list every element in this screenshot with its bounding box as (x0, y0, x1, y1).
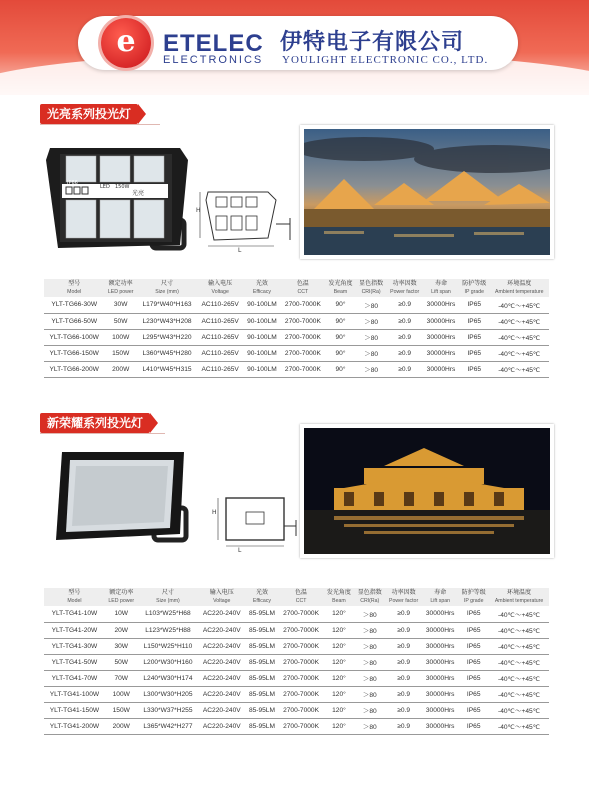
column-header-cn: 发光角度 (326, 589, 351, 596)
table-cell: 90° (325, 329, 356, 345)
table-cell: AC220-240V (198, 638, 245, 654)
watt-label: 150W (115, 184, 130, 190)
column-header-cn: 输入电压 (208, 280, 233, 287)
application-photo-2 (300, 424, 554, 558)
table-cell: 30000Hrs (423, 345, 459, 361)
table-cell: -40℃～+45℃ (490, 361, 549, 377)
table-cell: L300*W30*H205 (138, 686, 199, 702)
table-cell: 85-95LM (245, 654, 278, 670)
column-header-en: Beam (333, 289, 348, 295)
table-cell: 90° (325, 313, 356, 329)
table-cell: IP65 (458, 654, 489, 670)
column-header-en: Size (mm) (155, 289, 179, 295)
table-cell: AC220-240V (198, 654, 245, 670)
table-cell: IP65 (459, 329, 490, 345)
table-cell: 2700-7000K (279, 654, 324, 670)
floodlight-product-1 (40, 140, 190, 252)
column-header-cn: 输入电压 (209, 589, 234, 596)
column-header-cn: 防护等级 (462, 280, 487, 287)
table-cell: IP65 (459, 297, 490, 313)
table-cell: 200W (105, 718, 138, 734)
table-cell: 150W (104, 345, 137, 361)
column-header-en: Power factor (390, 289, 420, 295)
table-cell: IP65 (458, 686, 489, 702)
table-header-row (44, 588, 549, 606)
table-cell: 50W (104, 313, 137, 329)
table-cell: ≥0.9 (386, 297, 423, 313)
column-header-en: CCT (295, 598, 307, 604)
section2-underline (40, 433, 165, 434)
table-cell: ≥0.9 (385, 606, 422, 622)
column-header-cn: 环境温度 (507, 280, 532, 287)
column-header (422, 588, 458, 606)
table-cell: ＞80 (356, 345, 387, 361)
table-cell: 30000Hrs (422, 638, 458, 654)
table-cell: 30W (105, 638, 138, 654)
column-header-cn: 环境温度 (507, 589, 532, 596)
table-cell: -40℃～+45℃ (489, 654, 549, 670)
table-cell: 100W (105, 686, 138, 702)
column-header (459, 279, 490, 297)
brand-logo (101, 18, 151, 68)
brand-label: 光亮 (132, 190, 145, 197)
table-row (44, 329, 549, 345)
table-row (44, 297, 549, 313)
table-cell: 120° (324, 606, 355, 622)
table-cell: 85-95LM (245, 638, 278, 654)
brand-name-cn: 伊特电子有限公司 (280, 30, 465, 55)
table-cell: -40℃～+45℃ (489, 670, 549, 686)
column-header (489, 588, 549, 606)
column-header-en: Size (mm) (156, 598, 180, 604)
table-cell: 85-95LM (245, 702, 278, 718)
column-header-en: CRI(Ra) (361, 289, 381, 295)
column-header-en: LED power (107, 289, 134, 295)
column-header-cn: 显色指数 (359, 280, 384, 287)
table-cell: YLT-TG66-150W (44, 345, 104, 361)
column-header-en: Efficacy (252, 598, 271, 604)
table-cell: 90-100LM (243, 313, 280, 329)
ip-label: IP66 (67, 180, 78, 186)
table-cell: ≥0.9 (386, 313, 423, 329)
table-cell: 120° (324, 670, 355, 686)
table-cell: IP65 (458, 638, 489, 654)
table-cell: 30000Hrs (422, 718, 458, 734)
column-header (138, 588, 199, 606)
table-cell: 2700-7000K (281, 329, 326, 345)
table-row (44, 606, 549, 622)
column-header-en: Power factor (389, 598, 419, 604)
table-cell: 2700-7000K (279, 686, 324, 702)
table-cell: 90-100LM (243, 345, 280, 361)
column-header (105, 588, 138, 606)
table-cell: IP65 (458, 718, 489, 734)
table-cell: YLT-TG41-200W (44, 718, 105, 734)
table-cell: 120° (324, 702, 355, 718)
table-cell: ＞80 (354, 670, 385, 686)
table-cell: AC220-240V (198, 702, 245, 718)
column-header (386, 279, 423, 297)
table-cell: 30000Hrs (423, 329, 459, 345)
column-header-en: Ambient temperature (495, 289, 544, 295)
table-row (44, 345, 549, 361)
table-cell: AC110-265V (197, 313, 243, 329)
column-header-en: LED power (108, 598, 135, 604)
table-cell: L123*W25*H88 (138, 622, 199, 638)
table-row (44, 718, 549, 734)
table-cell: 2700-7000K (279, 702, 324, 718)
column-header-cn: 额定功率 (109, 589, 134, 596)
table-cell: 200W (104, 361, 137, 377)
column-header-cn: 色温 (296, 280, 309, 287)
column-header (490, 279, 549, 297)
table-cell: ＞80 (354, 654, 385, 670)
table-cell: L200*W30*H160 (138, 654, 199, 670)
column-header-cn: 光效 (255, 280, 268, 287)
section2-title: 新荣耀系列投光灯 (40, 413, 150, 433)
table-cell: 30000Hrs (422, 606, 458, 622)
table-cell: L103*W25*H68 (138, 606, 199, 622)
table-cell: -40℃～+45℃ (489, 702, 549, 718)
column-header (324, 588, 355, 606)
spec-table-1 (44, 279, 549, 378)
table-cell: 2700-7000K (281, 313, 326, 329)
dimension-drawing-1 (196, 180, 296, 252)
table-cell: ＞80 (354, 638, 385, 654)
table-cell: YLT-TG41-10W (44, 606, 105, 622)
table-cell: YLT-TG41-150W (44, 702, 105, 718)
column-header-cn: 额定功率 (108, 280, 133, 287)
column-header-cn: 光效 (255, 589, 268, 596)
logo-letter: e (116, 24, 136, 59)
column-header-cn: 型号 (68, 589, 81, 596)
table-cell: 2700-7000K (281, 361, 326, 377)
table-cell: ＞80 (356, 313, 387, 329)
table-cell: IP65 (459, 361, 490, 377)
table-cell: 30000Hrs (422, 702, 458, 718)
column-header-cn: 色温 (295, 589, 308, 596)
table-row (44, 702, 549, 718)
table-cell: YLT-TG66-30W (44, 297, 104, 313)
column-header-en: CCT (297, 289, 309, 295)
column-header-cn: 功率因数 (391, 589, 416, 596)
table-cell: YLT-TG41-30W (44, 638, 105, 654)
table-cell: 10W (105, 606, 138, 622)
table-cell: 90° (325, 297, 356, 313)
table-cell: L360*W45*H280 (137, 345, 197, 361)
table-cell: ＞80 (354, 606, 385, 622)
table-cell: L240*W30*H174 (138, 670, 199, 686)
table-row (44, 654, 549, 670)
table-cell: AC220-240V (198, 606, 245, 622)
column-header-cn: 寿命 (434, 589, 447, 596)
table-row (44, 638, 549, 654)
table-cell: 120° (324, 654, 355, 670)
table-cell: IP65 (458, 702, 489, 718)
table-cell: 85-95LM (245, 686, 278, 702)
table-cell: 2700-7000K (281, 297, 326, 313)
table-cell: IP65 (459, 313, 490, 329)
table-cell: L365*W42*H277 (138, 718, 199, 734)
column-header (458, 588, 489, 606)
table-cell: 90° (325, 361, 356, 377)
column-header (198, 588, 245, 606)
table-cell: 90-100LM (243, 361, 280, 377)
dimension-drawing-2 (212, 490, 302, 552)
table-cell: -40℃～+45℃ (490, 329, 549, 345)
table-cell: -40℃～+45℃ (490, 297, 549, 313)
column-header (354, 588, 385, 606)
column-header-en: CRI(Ra) (360, 598, 380, 604)
column-header-en: Lift span (430, 598, 450, 604)
column-header (137, 279, 197, 297)
table-cell: YLT-TG41-20W (44, 622, 105, 638)
table-cell: 85-95LM (245, 622, 278, 638)
table-cell: 20W (105, 622, 138, 638)
table-cell: L150*W25*H110 (138, 638, 199, 654)
dim-l-label: L (238, 247, 242, 252)
column-header-cn: 寿命 (434, 280, 447, 287)
table-cell: -40℃～+45℃ (489, 638, 549, 654)
table-cell: -40℃～+45℃ (490, 345, 549, 361)
column-header-en: Voltage (213, 598, 231, 604)
table-cell: 120° (324, 622, 355, 638)
table-cell: 120° (324, 718, 355, 734)
table-cell: AC110-265V (197, 361, 243, 377)
table-row (44, 686, 549, 702)
table-cell: YLT-TG66-50W (44, 313, 104, 329)
table-cell: 50W (105, 654, 138, 670)
led-label: LED (100, 184, 110, 190)
table-cell: -40℃～+45℃ (489, 622, 549, 638)
column-header-en: Ambient temperature (494, 598, 544, 604)
table-cell: 85-95LM (245, 670, 278, 686)
table-cell: L410*W45*H315 (137, 361, 197, 377)
table-cell: ≥0.9 (385, 638, 422, 654)
table-cell: IP65 (458, 606, 489, 622)
dim2-l-label: L (238, 547, 242, 552)
table-cell: L230*W43*H208 (137, 313, 197, 329)
table-cell: 30000Hrs (422, 670, 458, 686)
table-cell: ≥0.9 (386, 345, 423, 361)
column-header (279, 588, 324, 606)
column-header (197, 279, 243, 297)
column-header (281, 279, 326, 297)
spec-table-2 (44, 588, 549, 735)
column-header-cn: 防护等级 (461, 589, 486, 596)
column-header-cn: 发光角度 (328, 280, 353, 287)
column-header (423, 279, 459, 297)
column-header-cn: 功率因数 (392, 280, 417, 287)
table-cell: L295*W43*H220 (137, 329, 197, 345)
brand-name-en-sub: ELECTRONICS (163, 54, 264, 66)
table-cell: ≥0.9 (385, 718, 422, 734)
table-cell: -40℃～+45℃ (490, 313, 549, 329)
column-header-en: Lift span (431, 289, 451, 295)
table-cell: ≥0.9 (385, 670, 422, 686)
table-cell: IP65 (458, 622, 489, 638)
brand-name-en: ETELEC (163, 30, 264, 57)
column-header (243, 279, 280, 297)
table-cell: ≥0.9 (385, 654, 422, 670)
table-cell: 30000Hrs (422, 654, 458, 670)
column-header (385, 588, 422, 606)
column-header-cn: 型号 (68, 280, 81, 287)
column-header-en: Beam (332, 598, 346, 604)
dim-h-label: H (196, 207, 201, 214)
column-header-cn: 尺寸 (161, 589, 174, 596)
table-cell: ＞80 (354, 702, 385, 718)
table-cell: 100W (104, 329, 137, 345)
table-cell: -40℃～+45℃ (489, 606, 549, 622)
table-cell: YLT-TG41-70W (44, 670, 105, 686)
table-cell: 90-100LM (243, 329, 280, 345)
section1-title: 光亮系列投光灯 (40, 104, 138, 124)
column-header-cn: 尺寸 (161, 280, 174, 287)
column-header (104, 279, 137, 297)
table-cell: AC110-265V (197, 345, 243, 361)
column-header-en: Efficacy (252, 289, 271, 295)
column-header (44, 588, 105, 606)
table-cell: AC220-240V (198, 686, 245, 702)
table-cell: AC220-240V (198, 670, 245, 686)
table-row (44, 313, 549, 329)
table-cell: -40℃～+45℃ (489, 686, 549, 702)
table-cell: 30000Hrs (423, 313, 459, 329)
table-cell: 70W (105, 670, 138, 686)
column-header (325, 279, 356, 297)
table-cell: ＞80 (354, 686, 385, 702)
table-cell: ≥0.9 (385, 702, 422, 718)
table-cell: ＞80 (356, 297, 387, 313)
table-cell: ＞80 (354, 622, 385, 638)
column-header-en: Model (67, 289, 82, 295)
table-cell: 30000Hrs (422, 622, 458, 638)
dim2-h-label: H (212, 509, 217, 516)
table-cell: YLT-TG41-100W (44, 686, 105, 702)
table-cell: 2700-7000K (281, 345, 326, 361)
table-cell: 2700-7000K (279, 622, 324, 638)
table-cell: 2700-7000K (279, 718, 324, 734)
table-cell: YLT-TG41-50W (44, 654, 105, 670)
table-cell: 2700-7000K (279, 606, 324, 622)
table-cell: ≥0.9 (386, 329, 423, 345)
table-cell: 120° (324, 686, 355, 702)
brand-name-cn-sub: YOULIGHT ELECTRONIC CO., LTD. (282, 54, 489, 66)
table-cell: AC110-265V (197, 329, 243, 345)
table-cell: YLT-TG66-200W (44, 361, 104, 377)
table-cell: 30000Hrs (422, 686, 458, 702)
table-row (44, 361, 549, 377)
table-cell: L179*W40*H163 (137, 297, 197, 313)
table-cell: ≥0.9 (385, 622, 422, 638)
table-cell: AC220-240V (198, 622, 245, 638)
table-cell: 30000Hrs (423, 361, 459, 377)
table-cell: ＞80 (356, 361, 387, 377)
floodlight-product-2 (46, 448, 192, 548)
table-cell: 120° (324, 638, 355, 654)
table-cell: AC110-265V (197, 297, 243, 313)
table-cell: 2700-7000K (279, 670, 324, 686)
application-photo-1 (300, 125, 554, 259)
table-cell: 150W (105, 702, 138, 718)
table-cell: ＞80 (354, 718, 385, 734)
table-cell: AC220-240V (198, 718, 245, 734)
table-cell: 85-95LM (245, 606, 278, 622)
table-cell: ＞80 (356, 329, 387, 345)
table-cell: 30000Hrs (423, 297, 459, 313)
table-cell: 90° (325, 345, 356, 361)
table-row (44, 670, 549, 686)
table-cell: -40℃～+45℃ (489, 718, 549, 734)
page-header (0, 0, 589, 95)
table-cell: ≥0.9 (385, 686, 422, 702)
table-header-row (44, 279, 549, 297)
table-cell: YLT-TG66-100W (44, 329, 104, 345)
table-cell: 30W (104, 297, 137, 313)
table-cell: IP65 (459, 345, 490, 361)
table-cell: 2700-7000K (279, 638, 324, 654)
column-header-en: IP grade (463, 598, 484, 604)
table-cell: 90-100LM (243, 297, 280, 313)
table-cell: ≥0.9 (386, 361, 423, 377)
table-cell: L330*W37*H255 (138, 702, 199, 718)
section1-underline (40, 124, 160, 125)
table-row (44, 622, 549, 638)
table-cell: 85-95LM (245, 718, 278, 734)
column-header (356, 279, 387, 297)
column-header (245, 588, 278, 606)
column-header-en: Model (67, 598, 82, 604)
column-header (44, 279, 104, 297)
column-header-en: Voltage (211, 289, 229, 295)
table-cell: IP65 (458, 670, 489, 686)
column-header-cn: 显色指数 (357, 589, 382, 596)
column-header-en: IP grade (464, 289, 485, 295)
